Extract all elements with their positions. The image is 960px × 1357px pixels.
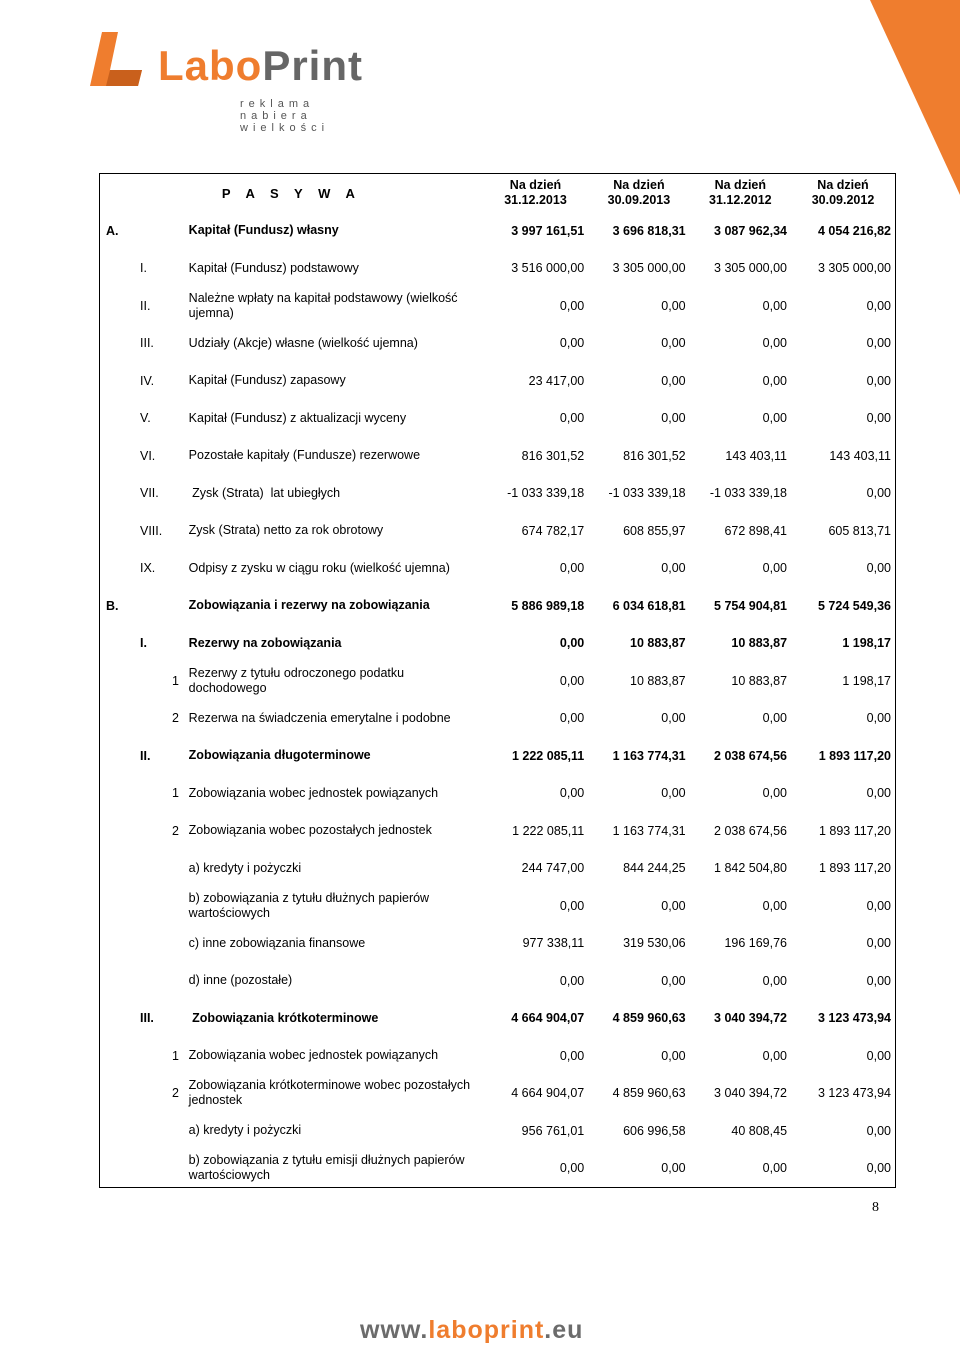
row-value: 672 898,41 <box>724 523 788 538</box>
row-value: -1 033 339,18 <box>709 486 788 501</box>
row-value: 0,00 <box>661 373 686 388</box>
row-value: 4 859 960,63 <box>612 1086 686 1101</box>
row-value: 0,00 <box>661 898 686 913</box>
row-label: Zobowiązania wobec jednostek powiązanych <box>188 785 439 800</box>
row-code: II. <box>140 298 151 313</box>
row-value: 0,00 <box>559 1161 585 1176</box>
row-value: 0,00 <box>866 1161 891 1176</box>
row-value: 0,00 <box>559 711 585 726</box>
row-label: Kapitał (Fundusz) zapasowy <box>188 373 346 388</box>
table-row <box>100 625 896 663</box>
row-label: Kapitał (Fundusz) podstawowy <box>188 260 359 275</box>
row-value: 3 123 473,94 <box>818 1086 891 1101</box>
row-value: -1 033 339,18 <box>507 486 585 501</box>
row-value: 0,00 <box>762 298 788 313</box>
column-header: Na dzień 30.09.2012 <box>811 178 875 207</box>
table-row <box>100 700 896 738</box>
row-code: VII. <box>140 486 159 501</box>
row-label: b) zobowiązania z tytułu dłużnych papierów wartościowych <box>188 890 433 920</box>
column-header: Na dzień 30.09.2013 <box>607 178 671 207</box>
row-value: 816 301,52 <box>623 448 686 463</box>
row-label: Pozostałe kapitały (Fundusze) rezerwowe <box>188 448 421 463</box>
row-value: 0,00 <box>866 936 891 951</box>
row-value: 0,00 <box>559 973 585 988</box>
row-value: 3 696 818,31 <box>612 223 686 238</box>
table-row <box>100 775 896 813</box>
footer-url-brand: laboprint <box>428 1316 545 1344</box>
table-row <box>100 512 896 550</box>
table-row <box>100 362 896 400</box>
row-value: 0,00 <box>866 973 891 988</box>
row-value: 0,00 <box>762 336 788 351</box>
row-label: Zobowiązania wobec jednostek powiązanych <box>188 1048 439 1063</box>
row-value: 3 997 161,51 <box>511 223 585 238</box>
row-code: III. <box>140 336 154 351</box>
logo-brand-left: Labo <box>158 42 263 89</box>
table-row <box>100 962 896 1000</box>
row-value: 1 198,17 <box>842 636 891 651</box>
footer-url-suffix: .eu <box>544 1316 584 1344</box>
row-label: Zysk (Strata) netto za rok obrotowy <box>188 523 384 538</box>
row-value: 0,00 <box>559 636 585 651</box>
logo-mark-icon <box>88 26 158 96</box>
row-code: I. <box>140 261 147 276</box>
row-code: V. <box>140 411 151 426</box>
row-value: 0,00 <box>559 898 585 913</box>
row-value: 0,00 <box>661 1161 686 1176</box>
row-value: 0,00 <box>866 786 891 801</box>
row-code: 1 <box>172 673 179 688</box>
row-value: 1 842 504,80 <box>714 861 788 876</box>
row-value: 0,00 <box>559 336 585 351</box>
row-value: 0,00 <box>866 561 891 576</box>
row-value: 3 040 394,72 <box>714 1011 788 1026</box>
row-code <box>100 887 185 925</box>
row-value: 3 040 394,72 <box>714 1086 788 1101</box>
column-header: Na dzień 31.12.2013 <box>504 178 567 207</box>
row-value: 0,00 <box>559 561 585 576</box>
row-label: Zobowiązania krótkoterminowe wobec pozostałych jednostek <box>188 1078 474 1108</box>
row-value: 605 813,71 <box>828 523 891 538</box>
row-value: 1 893 117,20 <box>818 861 891 876</box>
row-code <box>100 962 185 1000</box>
row-value: 5 886 989,18 <box>511 598 585 613</box>
row-label: b) zobowiązania z tytułu emisji dłużnych papierów wartościowych <box>188 1153 468 1183</box>
row-code: I. <box>140 636 147 651</box>
row-code <box>100 1150 185 1188</box>
row-value: 40 808,45 <box>731 1123 788 1138</box>
row-value: 1 893 117,20 <box>818 823 891 838</box>
row-value: 1 222 085,11 <box>511 748 585 763</box>
row-value: 0,00 <box>866 711 891 726</box>
table-row <box>100 737 896 775</box>
table-row <box>100 662 896 700</box>
row-value: 0,00 <box>762 711 788 726</box>
row-code: III. <box>140 1011 154 1026</box>
row-label: Odpisy z zysku w ciągu roku (wielkość ujemna) <box>188 560 450 575</box>
row-code <box>100 850 185 888</box>
column-header: Na dzień 31.12.2012 <box>709 178 772 207</box>
row-value: 608 855,97 <box>623 523 686 538</box>
row-code: 2 <box>172 1086 179 1101</box>
row-value: 319 530,06 <box>623 936 686 951</box>
row-code: IX. <box>140 561 156 576</box>
row-label: Należne wpłaty na kapitał podstawowy (wielkość ujemna) <box>188 290 462 320</box>
row-label: Kapitał (Fundusz) z aktualizacji wyceny <box>188 410 407 425</box>
row-label: a) kredyty i pożyczki <box>188 860 302 875</box>
row-value: 674 782,17 <box>521 523 585 538</box>
row-label: Rezerwy na zobowiązania <box>188 635 342 650</box>
table-row <box>100 250 896 288</box>
row-value: 0,00 <box>661 786 686 801</box>
row-value: 816 301,52 <box>521 448 585 463</box>
row-value: 3 516 000,00 <box>511 261 585 276</box>
row-label: Rezerwy z tytułu odroczonego podatku dochodowego <box>188 665 408 695</box>
row-value: 2 038 674,56 <box>714 823 788 838</box>
row-label: Zobowiązania i rezerwy na zobowiązania <box>188 598 430 613</box>
table-row <box>100 1112 896 1150</box>
row-value: 0,00 <box>762 973 788 988</box>
logo-wordmark <box>158 42 363 90</box>
table-row <box>100 1150 896 1188</box>
row-code <box>100 1112 185 1150</box>
row-value: 3 305 000,00 <box>612 261 686 276</box>
table-row <box>100 1037 896 1075</box>
footer-url <box>360 1316 583 1345</box>
row-value: 0,00 <box>559 411 585 426</box>
row-value: 0,00 <box>866 298 891 313</box>
laboprint-logo <box>88 22 388 134</box>
row-value: 0,00 <box>762 411 788 426</box>
table-row <box>100 887 896 925</box>
row-value: 2 038 674,56 <box>714 748 788 763</box>
row-value: -1 033 339,18 <box>608 486 686 501</box>
row-value: 0,00 <box>762 786 788 801</box>
row-label: Rezerwa na świadczenia emerytalne i podobne <box>188 710 451 725</box>
row-value: 5 754 904,81 <box>714 598 788 613</box>
row-label: Zobowiązania długoterminowe <box>188 748 371 763</box>
row-value: 0,00 <box>661 711 686 726</box>
table-row <box>100 850 896 888</box>
row-value: 956 761,01 <box>521 1123 585 1138</box>
row-value: 0,00 <box>661 561 686 576</box>
row-value: 0,00 <box>559 298 585 313</box>
page-number: 8 <box>872 1200 879 1215</box>
row-value: 244 747,00 <box>521 861 585 876</box>
row-value: 3 087 962,34 <box>714 223 788 238</box>
row-value: 10 883,87 <box>630 636 686 651</box>
pasywa-table <box>99 173 896 1188</box>
row-value: 3 305 000,00 <box>818 261 891 276</box>
row-value: 0,00 <box>866 373 891 388</box>
table-row <box>100 587 896 625</box>
row-value: 6 034 618,81 <box>612 598 686 613</box>
table-row <box>100 925 896 963</box>
corner-accent <box>870 0 960 195</box>
row-value: 196 169,76 <box>724 936 788 951</box>
row-label: c) inne zobowiązania finansowe <box>188 935 366 950</box>
row-code <box>100 925 185 963</box>
row-code: 1 <box>172 1048 179 1063</box>
table-row <box>100 1075 896 1113</box>
row-value: 0,00 <box>661 411 686 426</box>
row-value: 1 893 117,20 <box>818 748 891 763</box>
row-value: 143 403,11 <box>829 448 891 463</box>
row-value: 10 883,87 <box>630 673 686 688</box>
row-value: 0,00 <box>661 298 686 313</box>
row-value: 0,00 <box>559 786 585 801</box>
table-header-row <box>100 174 896 213</box>
row-value: 0,00 <box>866 1048 891 1063</box>
row-value: 0,00 <box>762 1161 788 1176</box>
logo-tagline: reklama nabiera wielkości <box>240 98 330 134</box>
row-label: Udziały (Akcje) własne (wielkość ujemna) <box>188 335 418 350</box>
row-code: A. <box>106 223 119 238</box>
row-value: 977 338,11 <box>522 936 585 951</box>
row-value: 3 305 000,00 <box>714 261 788 276</box>
row-code: 2 <box>172 711 179 726</box>
row-code: VI. <box>140 448 156 463</box>
row-value: 23 417,00 <box>528 373 585 388</box>
row-value: 3 123 473,94 <box>818 1011 891 1026</box>
row-value: 4 664 904,07 <box>511 1086 585 1101</box>
row-value: 0,00 <box>866 898 891 913</box>
row-value: 0,00 <box>866 1123 891 1138</box>
logo-brand-right: Print <box>262 42 363 89</box>
row-value: 0,00 <box>866 336 891 351</box>
row-value: 0,00 <box>559 673 585 688</box>
row-value: 1 198,17 <box>842 673 891 688</box>
row-label: Zysk (Strata) lat ubiegłych <box>188 485 341 500</box>
table-row <box>100 212 896 250</box>
row-value: 844 244,25 <box>623 861 686 876</box>
row-value: 1 163 774,31 <box>612 823 686 838</box>
table-row <box>100 812 896 850</box>
row-code: B. <box>106 598 119 613</box>
table-row <box>100 437 896 475</box>
row-value: 0,00 <box>661 973 686 988</box>
row-value: 1 163 774,31 <box>612 748 686 763</box>
footer-url-prefix: www. <box>360 1316 429 1344</box>
table-row <box>100 325 896 363</box>
row-value: 1 222 085,11 <box>512 823 585 838</box>
row-value: 0,00 <box>559 1048 585 1063</box>
row-label: d) inne (pozostałe) <box>188 973 293 988</box>
row-value: 0,00 <box>661 1048 686 1063</box>
row-label: Zobowiązania krótkoterminowe <box>188 1010 379 1025</box>
table-title: P A S Y W A <box>221 185 361 201</box>
row-code: VIII. <box>140 523 163 538</box>
row-value: 0,00 <box>762 373 788 388</box>
row-value: 10 883,87 <box>731 673 788 688</box>
table-row <box>100 287 896 325</box>
row-value: 4 859 960,63 <box>612 1011 686 1026</box>
row-value: 4 664 904,07 <box>511 1011 585 1026</box>
row-value: 0,00 <box>866 486 891 501</box>
table-row <box>100 550 896 588</box>
row-code: IV. <box>140 373 155 388</box>
row-value: 143 403,11 <box>725 448 788 463</box>
table-row <box>100 1000 896 1038</box>
row-label: a) kredyty i pożyczki <box>188 1123 302 1138</box>
row-label: Kapitał (Fundusz) własny <box>188 223 339 238</box>
row-value: 0,00 <box>762 561 788 576</box>
row-value: 5 724 549,36 <box>818 598 891 613</box>
row-value: 606 996,58 <box>623 1123 686 1138</box>
table-row <box>100 400 896 438</box>
row-value: 0,00 <box>661 336 686 351</box>
row-value: 0,00 <box>762 898 788 913</box>
row-value: 0,00 <box>866 411 891 426</box>
row-code: II. <box>140 748 151 763</box>
table-row <box>100 475 896 513</box>
row-code: 2 <box>172 823 179 838</box>
row-value: 0,00 <box>762 1048 788 1063</box>
row-label: Zobowiązania wobec pozostałych jednostek <box>188 823 432 838</box>
row-code: 1 <box>172 786 179 801</box>
row-value: 10 883,87 <box>731 636 788 651</box>
row-value: 4 054 216,82 <box>818 223 891 238</box>
